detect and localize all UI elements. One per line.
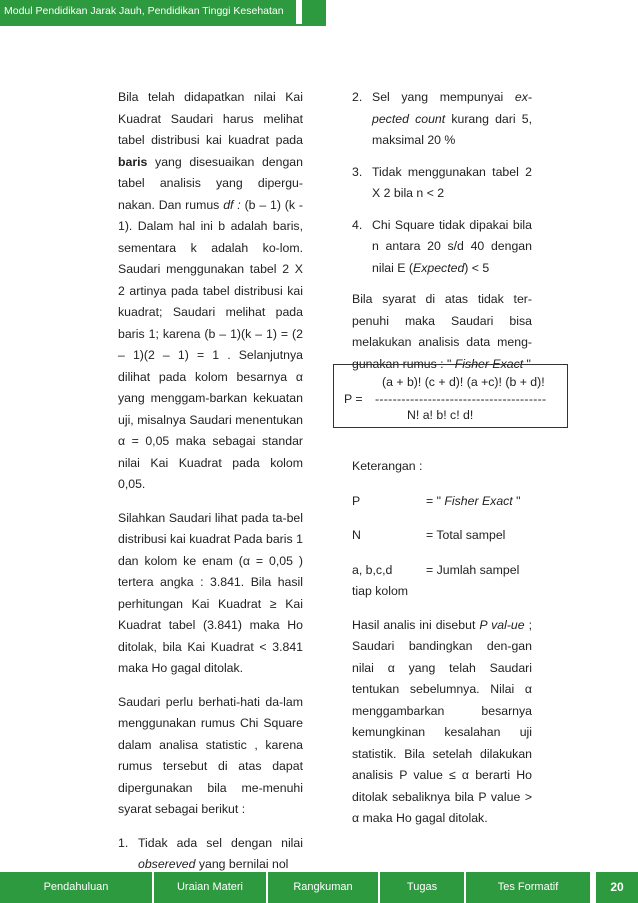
bold-baris: baris — [118, 154, 148, 169]
fisher-formula-box — [333, 364, 568, 428]
right-column — [352, 87, 532, 387]
footer-nav — [0, 872, 638, 903]
list-item: 1. Tidak ada sel dengan nilai obsereved yang bernilai nol — [118, 835, 303, 871]
legend-row-abcd: a, b,c,d = Jumlah sampel tiap kolom — [352, 562, 520, 598]
list-item: 3. Tidak menggunakan tabel 2 X 2 bila n < 2 — [352, 164, 532, 200]
paragraph-1: Bila telah didapatkan nilai Kai Kuadrat Saudari harus melihat tabel distribusi kai kuadrat pada baris yang disesuaikan dengan tabel analisis yang dipergu-nakan. Dan rumus df : (b – 1) (k - 1). Dalam hal ini b adalah baris, sementara k adalah ko-lom. Saudari menggunakan tabel 2 X 2 artinya pada tabel distribusi kai kuadrat; Saudari melihat pada baris 1; karena (b – 1)(k – 1) = (2 – 1)(2 – 1) = 1 . Selanjutnya dilihat pada kolom besarnya α yang menggam-barkan kekuatan uji, misalnya Saudari menentukan α = 0,05 maka sebagai standar nilai Kai Kuadrat pada kolom 0,05. — [118, 90, 303, 491]
paragraph-2: Silahkan Saudari lihat pada ta-bel distribusi kai kuadrat Pada baris 1 dan kolom ke enam (α = 0,05 ) tertera angka : 3.841. Bila hasil perhitungan Kai Kuadrat ≥ Kai Kuadrat tabel (3.841) maka Ho ditolak, bila Kai Kuadrat < 3.841 maka Ho gagal ditolak. — [118, 510, 303, 675]
left-column — [118, 87, 303, 886]
paragraph-3: Saudari perlu berhati-hati da-lam menggunakan rumus Chi Square dalam analisa statistic , karena rumus tersebut di atas dapat dipergunakan bila me-menuhi syarat sebagai berikut : — [118, 694, 303, 816]
tab-tes-formatif[interactable]: Tes Formatif — [497, 881, 559, 893]
requirements-list-right — [352, 87, 532, 279]
footer-tabs — [0, 872, 590, 903]
tab-pendahuluan[interactable]: Pendahuluan — [43, 881, 109, 893]
legend-row-p: P = " Fisher Exact " — [352, 493, 521, 508]
module-title: Modul Pendidikan Jarak Jauh, Pendidikan Tinggi Kesehatan — [4, 5, 284, 17]
list-item: 2. Sel yang mempunyai ex-pected count kurang dari 5, maksimal 20 % — [352, 90, 533, 147]
tab-rangkuman[interactable]: Rangkuman — [293, 881, 353, 893]
keterangan-section — [352, 456, 532, 830]
formula-numerator: (a + b)! (c + d)! (a +c)! (b + d)! — [382, 375, 545, 389]
page-number: 20 — [596, 872, 638, 903]
header-rule — [0, 24, 326, 26]
tab-uraian-materi[interactable]: Uraian Materi — [176, 881, 244, 893]
fisher-intro: Bila syarat di atas tidak ter-penuhi maka Saudari bisa melakukan analisis data meng-gunakan rumus : " Fisher Exact " — [352, 292, 532, 371]
requirements-list-left — [118, 833, 303, 876]
keterangan-title: Keterangan : — [352, 459, 423, 473]
formula-denominator: N! a! b! c! d! — [407, 408, 474, 422]
df-term: df : — [223, 197, 241, 212]
list-item: 4. Chi Square tidak dipakai bila n antara 20 s/d 40 dengan nilai E (Expected) < 5 — [352, 217, 532, 275]
header-bar — [0, 0, 296, 24]
header-square — [302, 0, 326, 24]
tab-tugas[interactable]: Tugas — [406, 881, 438, 893]
formula-p-label: P = — [344, 392, 363, 406]
formula-fraction-line: --------------------------------------- — [375, 392, 547, 406]
legend-row-n: N = Total sampel — [352, 528, 506, 542]
hasil-paragraph: Hasil analis ini disebut P val-ue ; Saudari bandingkan den-gan nilai α yang telah Saudari tentukan sebelumnya. Nilai α menggambarkan besarnya kemungkinan kesalahan uji statistik. Bila setelah dilakukan analisis P value ≤ α berarti Ho ditolak sebaliknya bila P value > α maka Ho gagal ditolak. — [352, 617, 532, 825]
